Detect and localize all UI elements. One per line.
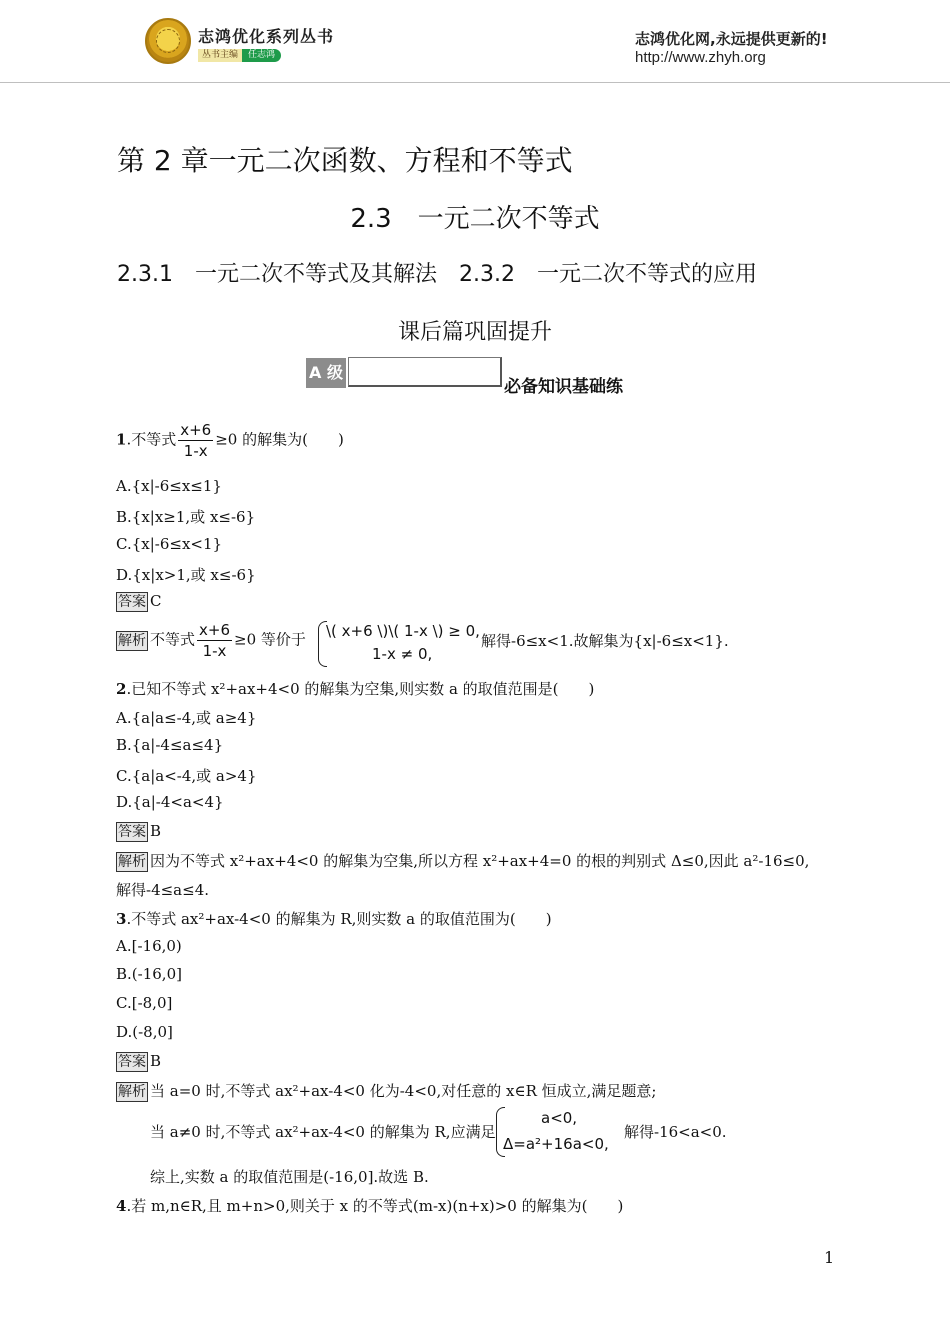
section-title: 2.3 一元二次不等式 — [350, 204, 600, 234]
answer-line — [116, 822, 161, 842]
question-stem: .已知不等式 x²+ax+4<0 的解集为空集,则实数 a 的取值范围是( ) — [126, 680, 595, 698]
question-number: 2 — [116, 680, 127, 698]
system-line-1: a<0, — [541, 1109, 578, 1127]
option-b: B.(-16,0] — [116, 965, 182, 983]
option-c: C.{a|a<-4,或 a>4} — [116, 767, 257, 785]
editor-label: 丛书主编 — [198, 49, 242, 62]
analysis-line-2: 当 a≠0 时,不等式 ax²+ax-4<0 的解集为 R,应满足 — [150, 1123, 496, 1141]
publisher-logo — [145, 18, 191, 64]
analysis-line — [116, 1080, 656, 1102]
analysis-line — [116, 850, 809, 872]
fraction-denominator: 1-x — [202, 642, 227, 660]
question-3 — [116, 908, 552, 929]
option-a: A.{x|-6≤x≤1} — [116, 477, 222, 495]
system-line-2: 1-x ≠ 0, — [372, 645, 433, 663]
system-line-1: \( x+6 \)\( 1-x \) ≥ 0, — [326, 622, 480, 640]
fraction-numerator: x+6 — [180, 421, 212, 439]
answer-line — [116, 1052, 161, 1072]
answer-tag: 答案 — [118, 824, 146, 840]
header-url[interactable]: http://www.zhyh.org — [635, 49, 766, 66]
analysis-result: 解得-6≤x<1.故解集为{x|-6≤x<1}. — [481, 632, 729, 650]
analysis-text: 因为不等式 x²+ax+4<0 的解集为空集,所以方程 x²+ax+4=0 的根的判别式 Δ≤0,因此 a²-16≤0, — [150, 852, 810, 870]
analysis-line-2: 解得-4≤a≤4. — [116, 881, 210, 899]
question-4 — [116, 1195, 623, 1216]
editor-name: 任志鸿 — [242, 49, 281, 62]
option-a: A.{a|a≤-4,或 a≥4} — [116, 709, 257, 727]
question-stem-pre: .不等式 — [126, 430, 177, 449]
series-title: 志鸿优化系列丛书 — [198, 27, 335, 46]
fraction — [197, 620, 232, 661]
answer-tag: 答案 — [118, 1054, 146, 1070]
option-b: B.{x|x≥1,或 x≤-6} — [116, 508, 256, 526]
system-line-2: Δ=a²+16a<0, — [503, 1135, 609, 1153]
question-number: 4 — [116, 1197, 127, 1215]
header-divider — [0, 82, 950, 83]
question-number: 3 — [116, 910, 127, 928]
option-d: D.(-8,0] — [116, 1023, 173, 1041]
option-c: C.{x|-6≤x<1} — [116, 535, 223, 553]
analysis-tag: 解析 — [118, 854, 146, 870]
analysis-text: 当 a=0 时,不等式 ax²+ax-4<0 化为-4<0,对任意的 x∈R 恒成立,满足题意; — [150, 1082, 657, 1100]
question-stem: .不等式 ax²+ax-4<0 的解集为 R,则实数 a 的取值范围为( ) — [126, 910, 552, 928]
answer-value: B — [150, 822, 162, 840]
subsection-title: 2.3.1 一元二次不等式及其解法 2.3.2 一元二次不等式的应用 — [117, 262, 757, 287]
answer-tag: 答案 — [118, 594, 146, 610]
question-1 — [116, 420, 344, 461]
answer-value: C — [150, 592, 162, 610]
option-a: A.[-16,0) — [116, 937, 182, 955]
option-d: D.{x|x>1,或 x≤-6} — [116, 566, 256, 584]
analysis-text: ≥0 等价于 — [234, 630, 306, 649]
chapter-title: 第 2 章一元二次函数、方程和不等式 — [117, 144, 573, 177]
option-c: C.[-8,0] — [116, 994, 173, 1012]
fraction-numerator: x+6 — [199, 621, 231, 639]
analysis-text: 不等式 — [150, 630, 196, 649]
fraction — [178, 420, 213, 461]
level-badge: A 级 — [306, 358, 346, 388]
analysis-tag: 解析 — [118, 1084, 146, 1100]
header-slogan: 志鸿优化网,永远提供更新的! — [635, 30, 828, 48]
option-d: D.{a|-4<a<4} — [116, 793, 224, 811]
editor-badge — [198, 49, 281, 62]
question-number: 1 — [116, 430, 127, 449]
after-class-title: 课后篇巩固提升 — [397, 320, 552, 345]
option-b: B.{a|-4≤a≤4} — [116, 736, 224, 754]
analysis-line-3: 综上,实数 a 的取值范围是(-16,0].故选 B. — [150, 1168, 429, 1186]
level-text: 必备知识基础练 — [504, 377, 623, 397]
answer-line — [116, 592, 161, 612]
analysis-result: 解得-16<a<0. — [624, 1123, 727, 1141]
fraction-denominator: 1-x — [183, 442, 208, 460]
analysis-line — [116, 620, 306, 661]
question-stem: .若 m,n∈R,且 m+n>0,则关于 x 的不等式(m-x)(n+x)>0 的解集为( ) — [126, 1197, 624, 1215]
answer-value: B — [150, 1052, 162, 1070]
page-number: 1 — [824, 1248, 835, 1267]
level-box — [348, 357, 502, 387]
question-stem-post: ≥0 的解集为( ) — [215, 430, 344, 449]
analysis-tag: 解析 — [118, 632, 146, 649]
question-2 — [116, 678, 594, 699]
